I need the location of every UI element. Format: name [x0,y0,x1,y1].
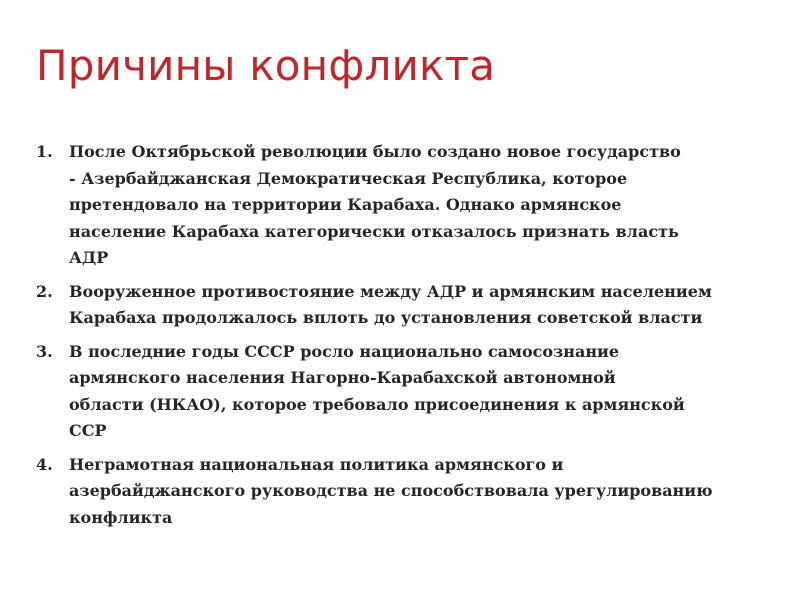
reason-text [69,452,776,532]
reason-text-line: - Азербайджанская Демократическая Республика, которое [69,168,628,188]
reason-text-line: ССР [69,421,107,440]
reason-text-line: В последние годы СССР росло национально самосознание [69,341,620,361]
reason-text-line: конфликта [69,507,173,527]
reason-text-line: Карабаха продолжалось вплоть до установления советской власти [69,308,703,327]
reason-number: 2. [36,281,53,301]
reason-number: 3. [36,341,53,361]
reason-text-line: АДР [69,248,109,267]
reason-item-3 [36,339,776,445]
reason-number: 1. [36,142,53,161]
reason-text-line: После Октябрьской революции было создано новое государство [69,142,681,161]
slide-title: Причины конфликта [36,41,496,90]
reason-item-4 [36,452,776,532]
reason-number: 4. [36,454,53,474]
reason-text [69,279,776,332]
reason-text-line: население Карабаха категорически отказалось признать власть [69,221,679,241]
reasons-list [36,139,776,531]
reason-text-line: азербайджанского руководства не способствовала урегулированию [69,481,713,500]
reason-text [69,139,776,272]
reason-text-line: Неграмотная национальная политика армянского и [69,454,564,474]
reason-text-line: Вооруженное противостояние между АДР и армянским населением [69,281,712,301]
reason-text-line: армянского населения Нагорно-Карабахской автономной [69,368,616,387]
reason-text-line: претендовало на территории Карабаха. Однако армянское [69,195,622,214]
reason-item-1 [36,139,776,272]
reason-text [69,339,776,445]
reason-text-line: области (НКАО), которое требовало присоединения к армянской [69,394,685,414]
reason-item-2 [36,279,776,332]
